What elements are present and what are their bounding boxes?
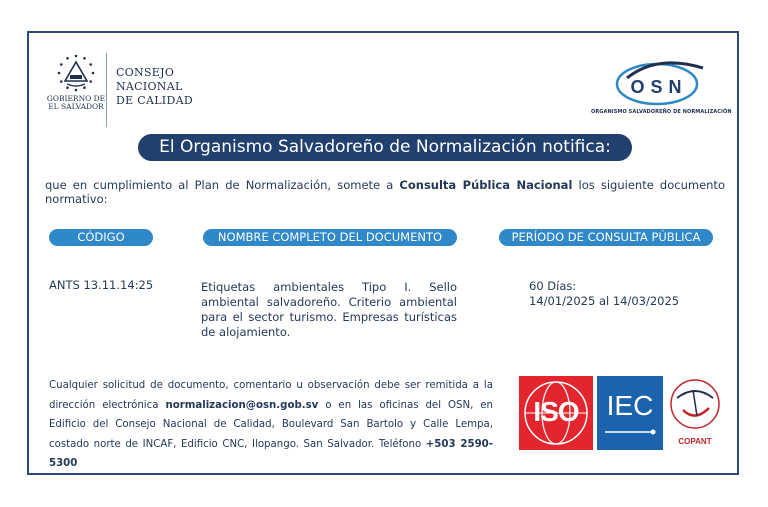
- contact-p2: o en las oficinas del OSN, en Edificio del Consejo Nacional de Calidad, Boulevard San Bartolo y Calle Lempa, costado norte de INCAF, Edificio CNC, Ilopango. San Salvador. Teléfono: [49, 399, 493, 450]
- header-divider: [106, 53, 107, 127]
- contact-email[interactable]: normalizacion@osn.gob.sv: [165, 399, 319, 411]
- gov-line-1: GOBIERNO DE: [46, 94, 106, 103]
- period-range: 14/01/2025 al 14/03/2025: [529, 294, 680, 308]
- notice-frame: [27, 31, 739, 475]
- council-line-3: DE CALIDAD: [116, 94, 193, 107]
- intro-before: que en cumplimiento al Plan de Normalización, somete a: [45, 178, 400, 192]
- copant-logo: [667, 376, 723, 450]
- iec-underline-icon: [597, 376, 663, 450]
- copant-text: COPANT: [678, 437, 712, 446]
- osn-logo-text: OSN: [630, 77, 688, 97]
- notice-banner: El Organismo Salvadoreño de Normalización notifica:: [138, 134, 632, 161]
- document-period: [529, 279, 679, 309]
- iso-text: ISO: [533, 396, 579, 427]
- document-code: ANTS 13.11.14:25: [49, 278, 154, 292]
- iec-text: IEC: [606, 390, 654, 421]
- period-days: 60 Días:: [529, 279, 577, 293]
- contact-phone: +503 2590-5300: [49, 438, 493, 469]
- intro-bold: Consulta Pública Nacional: [399, 178, 573, 192]
- gov-line-2: EL SALVADOR: [48, 102, 104, 111]
- council-name: [116, 66, 193, 108]
- intro-after: los siguiente documento normativo:: [45, 178, 725, 206]
- copant-emblem-icon: [667, 376, 723, 434]
- column-name: NOMBRE COMPLETO DEL DOCUMENTO: [203, 229, 457, 246]
- iec-logo: [597, 376, 663, 450]
- document-name: Etiquetas ambientales Tipo I. Sello ambiental salvadoreño. Criterio ambiental para el sector turismo. Empresas turísticas de alojamiento.: [201, 280, 457, 339]
- column-period: PERÍODO DE CONSULTA PÚBLICA: [499, 229, 713, 246]
- osn-caption: ORGANISMO SALVADOREÑO DE NORMALIZACIÓN: [591, 109, 732, 115]
- coat-of-arms-icon: [56, 53, 96, 93]
- council-line-1: CONSEJO: [116, 66, 175, 79]
- contact-text: [49, 376, 493, 474]
- contact-p1: Cualquier solicitud de documento, comentario u observación debe ser remitida a la dirección electrónica: [49, 380, 493, 411]
- council-line-2: NACIONAL: [116, 80, 183, 93]
- government-logo: [43, 53, 109, 111]
- iso-logo: [519, 376, 593, 450]
- column-code: CÓDIGO: [49, 229, 153, 246]
- intro-text: [45, 178, 725, 206]
- osn-logo: [591, 48, 727, 118]
